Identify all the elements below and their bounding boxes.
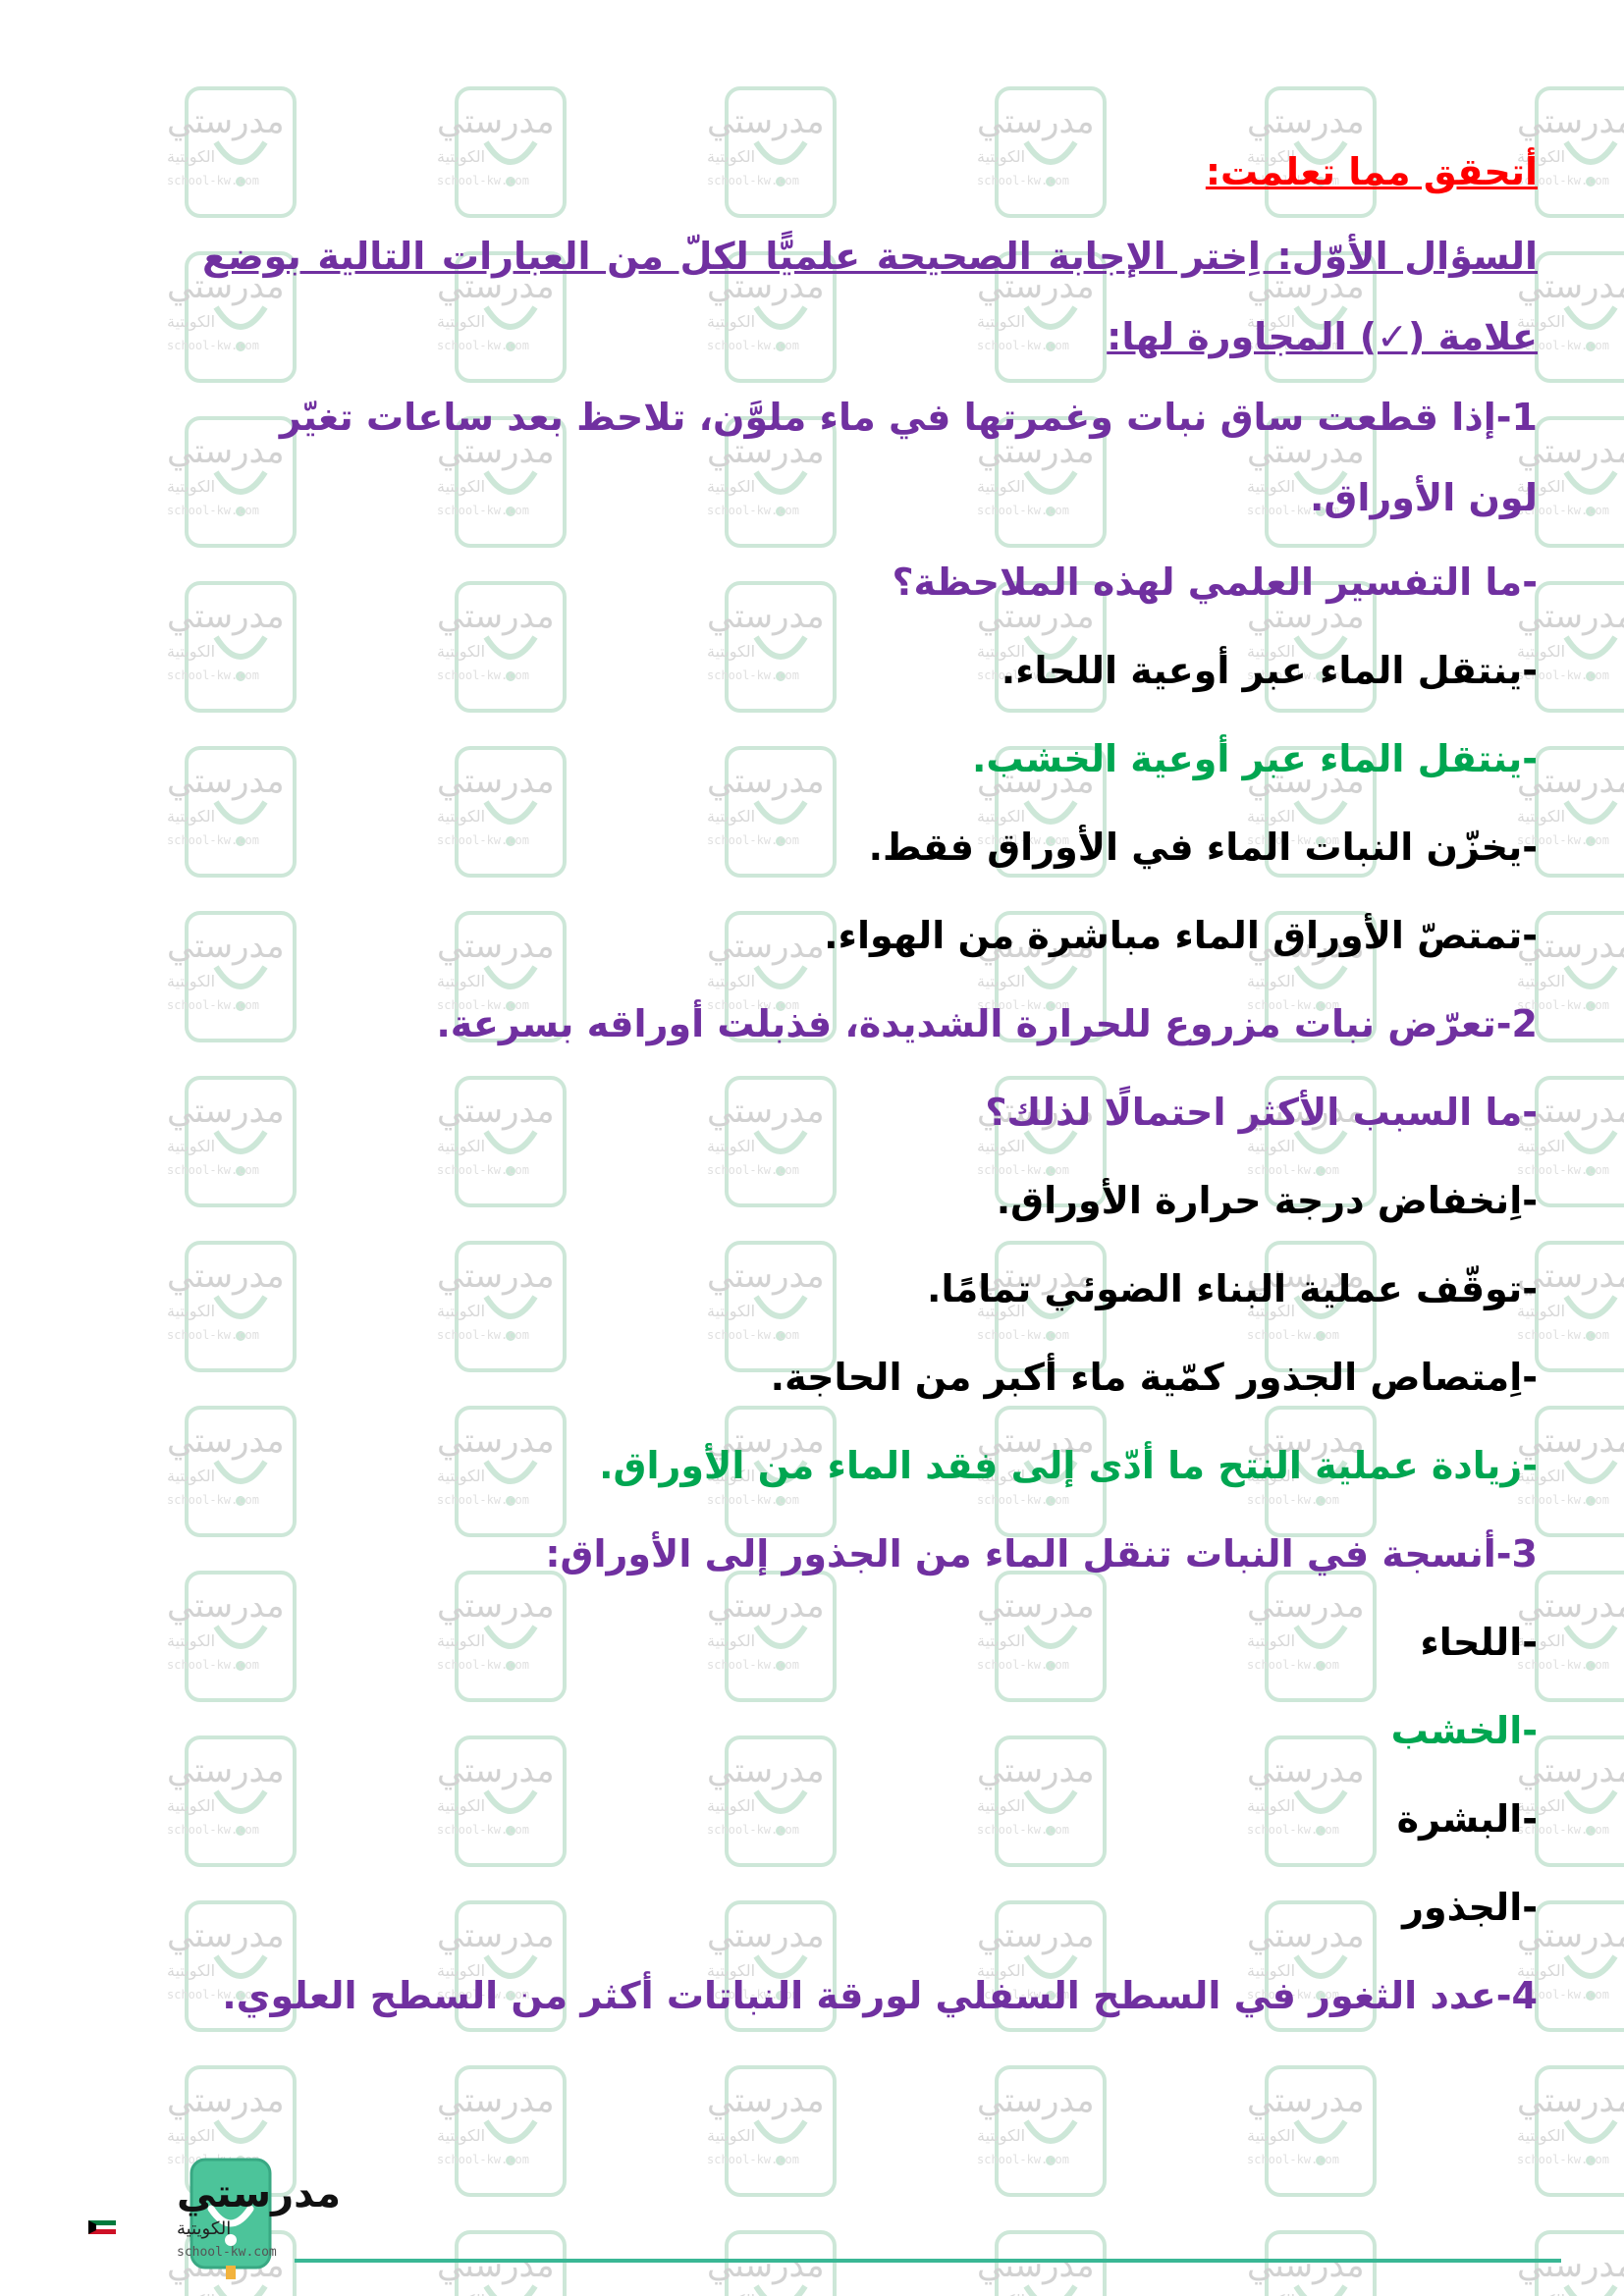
- watermark-pattern: مدرستي الكويتية school-kw.com: [0, 0, 1624, 2296]
- logo-brand: مدرستي: [177, 2171, 342, 2216]
- watermark-tile: [977, 2232, 1105, 2296]
- item-4-stem: 4-عدد الثغور في السطح السفلي لورقة النباتات أكثر من السطح العلوي.: [222, 1974, 1538, 2017]
- item-2-prompt: -ما السبب الأكثر احتمالًا لذلك؟: [985, 1091, 1538, 1134]
- item-2-option-2[interactable]: -توقّف عملية البناء الضوئي تمامًا.: [927, 1267, 1538, 1310]
- item-1-option-3[interactable]: -يخزّن النبات الماء في الأوراق فقط.: [868, 826, 1538, 869]
- watermark-tile: [1517, 2067, 1624, 2195]
- watermark-tile: [1517, 2232, 1624, 2296]
- item-1-option-4[interactable]: -تمتصّ الأوراق الماء مباشرة من الهواء.: [824, 914, 1538, 957]
- question-heading: السؤال الأوّل: اِختر الإجابة الصحيحة علميًّا لكلّ من العبارات التالية بوضع علامة (✓) المجاورة لها:: [202, 235, 1538, 358]
- item-1-prompt: -ما التفسير العلمي لهذه الملاحظة؟: [892, 561, 1538, 604]
- item-1-option-1[interactable]: -ينتقل الماء عبر أوعية اللحاء.: [1001, 649, 1538, 692]
- watermark-tile: [977, 2067, 1105, 2195]
- item-3-option-3[interactable]: -البشرة: [1396, 1797, 1538, 1841]
- item-3-option-4[interactable]: -الجذور: [1402, 1886, 1538, 1929]
- item-2-option-4-correct[interactable]: -زيادة عملية النتح ما أدّى إلى فقد الماء من الأوراق.: [599, 1444, 1538, 1487]
- item-1-option-2-correct[interactable]: -ينتقل الماء عبر أوعية الخشب.: [972, 737, 1538, 780]
- logo-sub: الكويتية: [177, 2218, 232, 2239]
- watermark-tile: [437, 2232, 565, 2296]
- watermark-tile: [707, 2067, 835, 2195]
- item-1-stem: 1-إذا قطعت ساق نبات وغمرتها في ماء ملوَّن، تلاحظ بعد ساعات تغيّر لون الأوراق.: [279, 396, 1538, 519]
- item-3-stem: 3-أنسجة في النبات تنقل الماء من الجذور إلى الأوراق:: [545, 1532, 1538, 1575]
- item-2-option-1[interactable]: -اِنخفاض درجة حرارة الأوراق.: [996, 1179, 1538, 1222]
- item-2-stem: 2-تعرّض نبات مزروع للحرارة الشديدة، فذبلت أوراقه بسرعة.: [436, 1002, 1538, 1045]
- watermark-tile: [707, 2232, 835, 2296]
- item-3-option-2-correct[interactable]: -الخشب: [1390, 1709, 1538, 1752]
- logo-site: school-kw.com: [177, 2245, 277, 2260]
- footer-divider: [295, 2259, 1561, 2263]
- watermark-tile: [1247, 2067, 1375, 2195]
- worksheet-content: [202, 128, 1538, 2040]
- section-title: أتحقق مما تعلمت:: [1205, 150, 1538, 193]
- watermark-tile: [1247, 2232, 1375, 2296]
- item-2-option-3[interactable]: -اِمتصاص الجذور كمّية ماء أكبر من الحاجة.: [770, 1356, 1538, 1399]
- item-3-option-1[interactable]: -اللحاء: [1420, 1621, 1538, 1664]
- school-logo: [29, 2150, 342, 2287]
- watermark-tile: [437, 2067, 565, 2195]
